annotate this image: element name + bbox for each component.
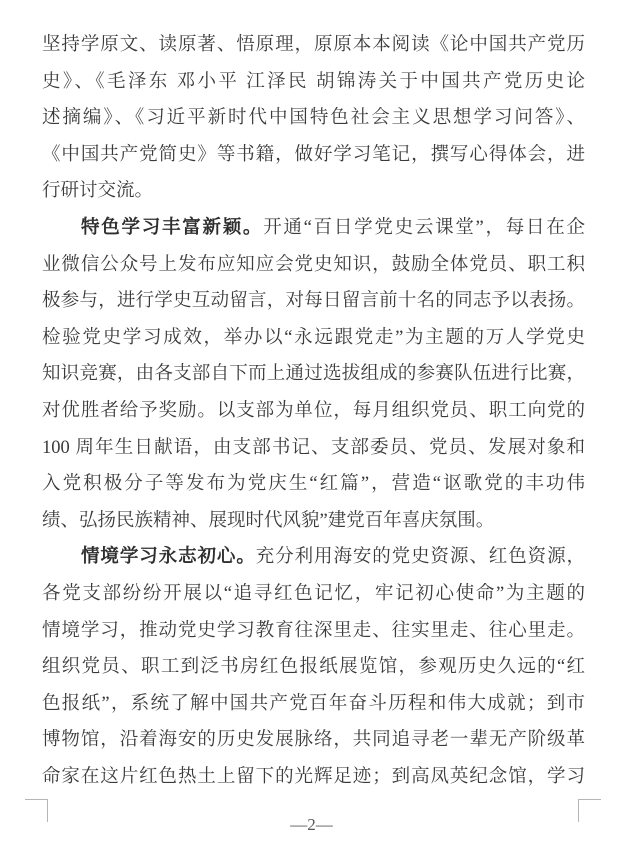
paragraph-lead-bold: 特色学习丰富新颖。 — [81, 217, 264, 238]
text-line — [42, 137, 585, 174]
text-line — [42, 247, 585, 284]
text-line — [42, 356, 585, 393]
text-run: 对优胜者给予奖励。以支部为单位，每月组织党员、职工向党的 — [42, 400, 585, 421]
text-line — [42, 539, 585, 576]
text-line — [42, 466, 585, 503]
text-run: 博物馆，沿着海安的历史发展脉络，共同追寻老一辈无产阶级革 — [42, 730, 585, 751]
text-run: 组织党员、职工到泛书房红色报纸展览馆，参观历史久远的“红 — [42, 657, 585, 678]
text-line — [42, 210, 585, 247]
text-run: 《中国共产党简史》等书籍，做好学习笔记，撰写心得体会，进 — [42, 144, 585, 165]
page-number: —2— — [290, 815, 333, 834]
text-line — [42, 173, 585, 210]
text-line — [42, 283, 585, 320]
document-body — [42, 27, 585, 795]
text-line — [42, 100, 585, 137]
text-line — [42, 320, 585, 357]
text-run: 色报纸”，系统了解中国共产党百年奋斗历程和伟大成就；到市 — [42, 693, 585, 714]
text-run: 充分利用海安的党史资源、红色资源， — [255, 547, 585, 568]
text-run: 史》、《毛泽东 邓小平 江泽民 胡锦涛关于中国共产党历史论 — [42, 71, 585, 92]
text-line — [42, 686, 585, 723]
text-run: 命家在这片红色热土上留下的光辉足迹；到高凤英纪念馆，学习 — [42, 766, 585, 787]
text-run: 入党积极分子等发布为党庆生“红篇”，营造“讴歌党的丰功伟 — [42, 474, 585, 495]
text-line — [42, 576, 585, 613]
text-run: 检验党史学习成效，举办以“永远跟党走”为主题的万人学党史 — [42, 327, 585, 348]
text-run: 极参与，进行学史互动留言，对每日留言前十名的同志予以表扬。 — [42, 291, 585, 312]
paragraph-lead-bold: 情境学习永志初心。 — [81, 547, 256, 568]
text-line — [42, 393, 585, 430]
text-line — [42, 722, 585, 759]
text-line — [42, 613, 585, 650]
text-run: 各党支部纷纷开展以“追寻红色记忆，牢记初心使命”为主题的 — [42, 583, 585, 604]
text-run: 开通“百日学党史云课堂”，每日在企 — [263, 217, 585, 238]
text-run: 业微信公众号上发布应知应会党史知识，鼓励全体党员、职工积 — [42, 254, 585, 275]
text-line — [42, 64, 585, 101]
text-line — [42, 649, 585, 686]
text-line — [42, 430, 585, 467]
text-line — [42, 759, 585, 796]
text-run: 情境学习，推动党史学习教育往深里走、往实里走、往心里走。 — [42, 620, 585, 641]
text-line — [42, 27, 585, 64]
text-run: 100 周年生日献语，由支部书记、支部委员、党员、发展对象和 — [42, 437, 585, 458]
text-run: 知识竞赛，由各支部自下而上通过选拔组成的参赛队伍进行比赛， — [42, 364, 585, 385]
text-run: 绩、弘扬民族精神、展现时代风貌”建党百年喜庆氛围。 — [42, 510, 495, 531]
text-run: 行研讨交流。 — [42, 181, 154, 202]
text-line — [42, 503, 585, 540]
text-run: 述摘编》、《习近平新时代中国特色社会主义思想学习问答》、 — [42, 108, 585, 129]
text-run: 坚持学原文、读原著、悟原理，原原本本阅读《论中国共产党历 — [42, 35, 585, 55]
